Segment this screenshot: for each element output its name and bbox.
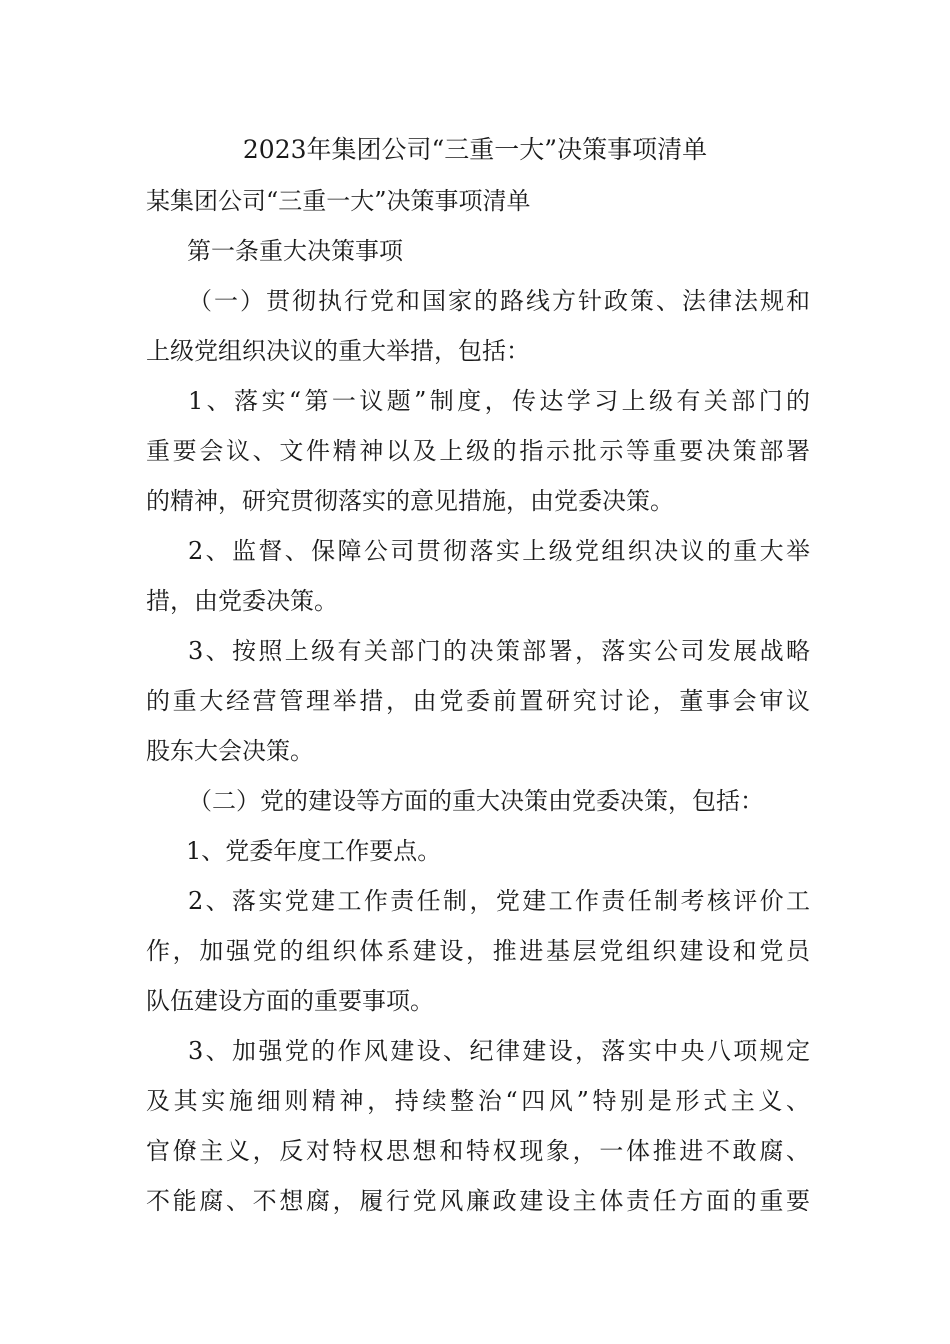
document-subtitle: 某集团公司“三重一大”决策事项清单 [146, 187, 531, 215]
article-heading: 第一条重大决策事项 [187, 237, 403, 265]
paragraph-line: 1、党委年度工作要点。 [186, 837, 442, 865]
paragraph-line: 作，加强党的组织体系建设，推进基层党组织建设和党员 [146, 937, 810, 965]
section-heading: （二）党的建设等方面的重大决策由党委决策，包括： [188, 787, 764, 815]
paragraph-line: 上级党组织决议的重大举措，包括： [146, 337, 530, 365]
paragraph-line: 3、加强党的作风建设、纪律建设，落实中央八项规定 [188, 1037, 810, 1065]
paragraph-line: 不能腐、不想腐，履行党风廉政建设主体责任方面的重要 [146, 1187, 810, 1215]
document-title: 2023年集团公司“三重一大”决策事项清单 [242, 135, 708, 164]
paragraph-line: 官僚主义，反对特权思想和特权现象，一体推进不敢腐、 [146, 1137, 810, 1165]
paragraph-line: 措，由党委决策。 [146, 587, 338, 615]
paragraph-line: 的重大经营管理举措，由党委前置研究讨论，董事会审议 [146, 687, 810, 715]
paragraph-line: 的精神，研究贯彻落实的意见措施，由党委决策。 [146, 487, 674, 515]
paragraph-line: （一）贯彻执行党和国家的路线方针政策、法律法规和 [188, 287, 810, 315]
paragraph-line: 及其实施细则精神，持续整治“四风”特别是形式主义、 [146, 1087, 810, 1115]
paragraph-line: 2、落实党建工作责任制，党建工作责任制考核评价工 [188, 887, 810, 915]
paragraph-line: 队伍建设方面的重要事项。 [146, 987, 434, 1015]
paragraph-line: 1、落实“第一议题”制度，传达学习上级有关部门的 [188, 387, 810, 415]
paragraph-line: 2、监督、保障公司贯彻落实上级党组织决议的重大举 [188, 537, 810, 565]
paragraph-line: 股东大会决策。 [146, 737, 314, 765]
paragraph-line: 重要会议、文件精神以及上级的指示批示等重要决策部署 [146, 437, 810, 465]
paragraph-line: 3、按照上级有关部门的决策部署，落实公司发展战略 [188, 637, 810, 665]
